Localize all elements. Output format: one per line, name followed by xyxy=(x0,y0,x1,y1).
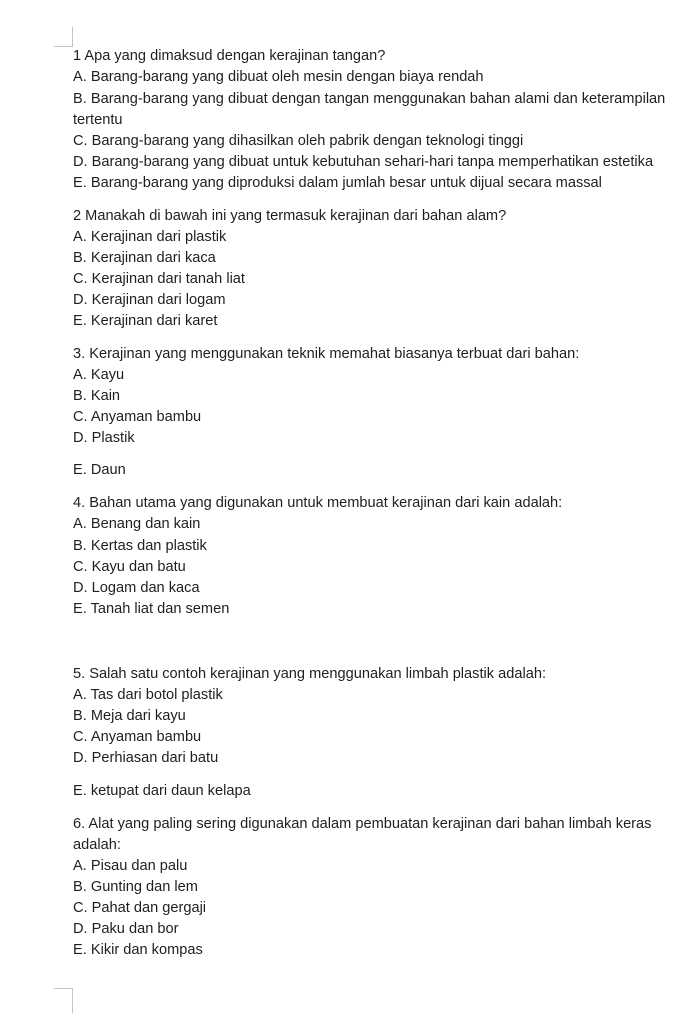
question-2-text: 2 Manakah di bawah ini yang termasuk kerajinan dari bahan alam? xyxy=(73,208,507,224)
question-1-option-c: C. Barang-barang yang dihasilkan oleh pabrik dengan teknologi tinggi xyxy=(73,133,524,149)
question-1-option-d: D. Barang-barang yang dibuat untuk kebutuhan sehari-hari tanpa memperhatikan estetika xyxy=(73,154,654,170)
question-6-text-continued: adalah: xyxy=(73,837,121,853)
question-2-option-c: C. Kerajinan dari tanah liat xyxy=(73,271,245,287)
question-6-option-a: A. Pisau dan palu xyxy=(73,858,188,874)
question-5-option-e: E. ketupat dari daun kelapa xyxy=(73,783,251,799)
question-6-option-d: D. Paku dan bor xyxy=(73,921,179,937)
question-6-option-b: B. Gunting dan lem xyxy=(73,879,198,895)
question-6-option-c: C. Pahat dan gergaji xyxy=(73,900,207,916)
question-2-option-e: E. Kerajinan dari karet xyxy=(73,313,218,329)
question-3-text: 3. Kerajinan yang menggunakan teknik memahat biasanya terbuat dari bahan: xyxy=(73,346,580,362)
question-1-option-e: E. Barang-barang yang diproduksi dalam jumlah besar untuk dijual secara massal xyxy=(73,175,602,191)
question-1-option-b-continued: tertentu xyxy=(73,112,123,128)
question-4-option-c: C. Kayu dan batu xyxy=(73,559,186,575)
question-3-option-a: A. Kayu xyxy=(73,367,125,383)
question-3-option-d: D. Plastik xyxy=(73,430,135,446)
question-2-option-d: D. Kerajinan dari logam xyxy=(73,292,226,308)
question-4-text: 4. Bahan utama yang digunakan untuk membuat kerajinan dari kain adalah: xyxy=(73,495,563,511)
question-4-option-a: A. Benang dan kain xyxy=(73,516,201,532)
question-1-text: 1 Apa yang dimaksud dengan kerajinan tangan? xyxy=(73,48,386,64)
crop-mark-bottom xyxy=(54,988,73,1013)
question-1-option-a: A. Barang-barang yang dibuat oleh mesin dengan biaya rendah xyxy=(73,69,484,85)
question-3-option-c: C. Anyaman bambu xyxy=(73,409,202,425)
question-5-text: 5. Salah satu contoh kerajinan yang menggunakan limbah plastik adalah: xyxy=(73,666,546,682)
question-5-option-d: D. Perhiasan dari batu xyxy=(73,750,219,766)
question-2-option-b: B. Kerajinan dari kaca xyxy=(73,250,216,266)
question-5-option-c: C. Anyaman bambu xyxy=(73,729,202,745)
question-6-option-e: E. Kikir dan kompas xyxy=(73,942,203,958)
question-3-option-b: B. Kain xyxy=(73,388,121,404)
question-4-option-d: D. Logam dan kaca xyxy=(73,580,200,596)
question-6-text: 6. Alat yang paling sering digunakan dalam pembuatan kerajinan dari bahan limbah keras xyxy=(73,816,652,832)
question-2-option-a: A. Kerajinan dari plastik xyxy=(73,229,227,245)
question-1-option-b: B. Barang-barang yang dibuat dengan tangan menggunakan bahan alami dan keterampilan xyxy=(73,91,666,107)
question-5-option-b: B. Meja dari kayu xyxy=(73,708,186,724)
question-4-option-e: E. Tanah liat dan semen xyxy=(73,601,230,617)
question-5-option-a: A. Tas dari botol plastik xyxy=(73,687,223,703)
question-4-option-b: B. Kertas dan plastik xyxy=(73,538,207,554)
crop-mark-top xyxy=(54,27,73,47)
question-3-option-e: E. Daun xyxy=(73,462,126,478)
